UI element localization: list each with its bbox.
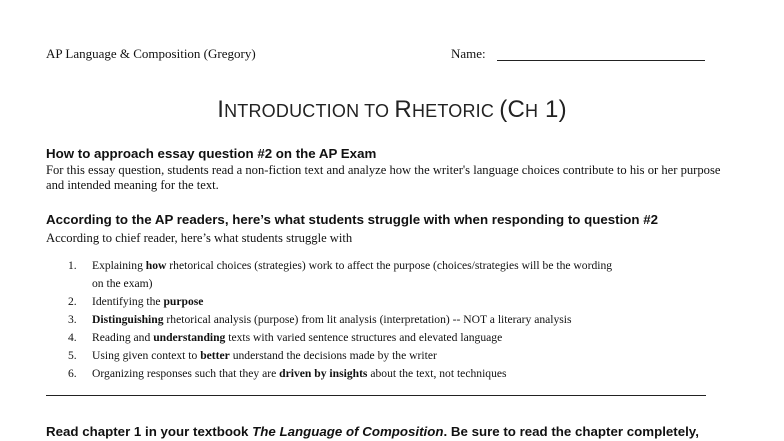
list-text: about the text, not techniques — [367, 367, 507, 380]
title-paren: (C — [499, 96, 525, 123]
list-number: 1. — [68, 259, 77, 272]
list-emphasis: better — [200, 349, 230, 362]
list-text-continued: on the exam) — [92, 277, 153, 290]
title-smallcaps-3: H — [524, 101, 539, 121]
list-text: Using given context to — [92, 349, 201, 362]
list-emphasis: understanding — [153, 331, 226, 344]
list-number: 2. — [68, 295, 77, 308]
list-item — [46, 365, 746, 383]
list-number: 5. — [68, 349, 77, 362]
list-number: 3. — [68, 313, 77, 326]
list-number: 4. — [68, 331, 77, 344]
list-text: Organizing responses such that they are — [92, 367, 280, 380]
course-header: AP Language & Composition (Gregory) — [46, 46, 256, 61]
list-emphasis: driven by insights — [279, 367, 368, 380]
title-tail: 1) — [538, 96, 567, 123]
title-cap-1: I — [217, 96, 225, 123]
page-title — [0, 96, 784, 124]
section2-body: According to chief reader, here’s what students struggle with — [46, 231, 353, 245]
list-item — [46, 347, 746, 365]
list-text: texts with varied sentence structures and elevated language — [225, 331, 503, 344]
instruction-text: Read chapter 1 in your textbook — [46, 424, 253, 439]
name-blank-line — [497, 60, 705, 61]
section1-heading: How to approach essay question #2 on the AP Exam — [46, 146, 377, 161]
list-emphasis: Distinguishing — [92, 313, 164, 326]
title-cap-2: R — [394, 96, 412, 123]
list-emphasis: how — [145, 259, 167, 272]
struggle-list — [46, 257, 746, 383]
title-smallcaps-1: NTRODUCTION TO — [224, 101, 395, 121]
name-label: Name: — [451, 46, 486, 61]
list-text: understand the decisions made by the writer — [229, 349, 437, 362]
title-smallcaps-2: HETORIC — [411, 101, 500, 121]
list-item — [46, 293, 746, 311]
instruction-text: . Be sure to read the chapter completely, — [443, 424, 699, 439]
section2-heading: According to the AP readers, here’s what students struggle with when responding to question #2 — [46, 212, 658, 227]
list-text: rhetorical analysis (purpose) from lit analysis (interpretation) -- NOT a literary analysis — [163, 313, 572, 326]
list-item — [46, 329, 746, 347]
list-item — [46, 257, 746, 293]
section1-body: For this essay question, students read a non-fiction text and analyze how the writer's language choices contribute to his or her purpose and intended meaning for the text. — [46, 163, 721, 192]
list-emphasis: purpose — [163, 295, 204, 308]
horizontal-rule — [46, 395, 706, 396]
list-text: Identifying the — [92, 295, 164, 308]
list-text: Reading and — [92, 331, 154, 344]
list-item — [46, 311, 746, 329]
list-number: 6. — [68, 367, 77, 380]
list-text: rhetorical choices (strategies) work to affect the purpose (choices/strategies will be the wording — [166, 259, 613, 272]
textbook-title: The Language of Composition — [252, 424, 444, 439]
list-text: Explaining — [92, 259, 146, 272]
reading-instruction — [46, 424, 699, 439]
